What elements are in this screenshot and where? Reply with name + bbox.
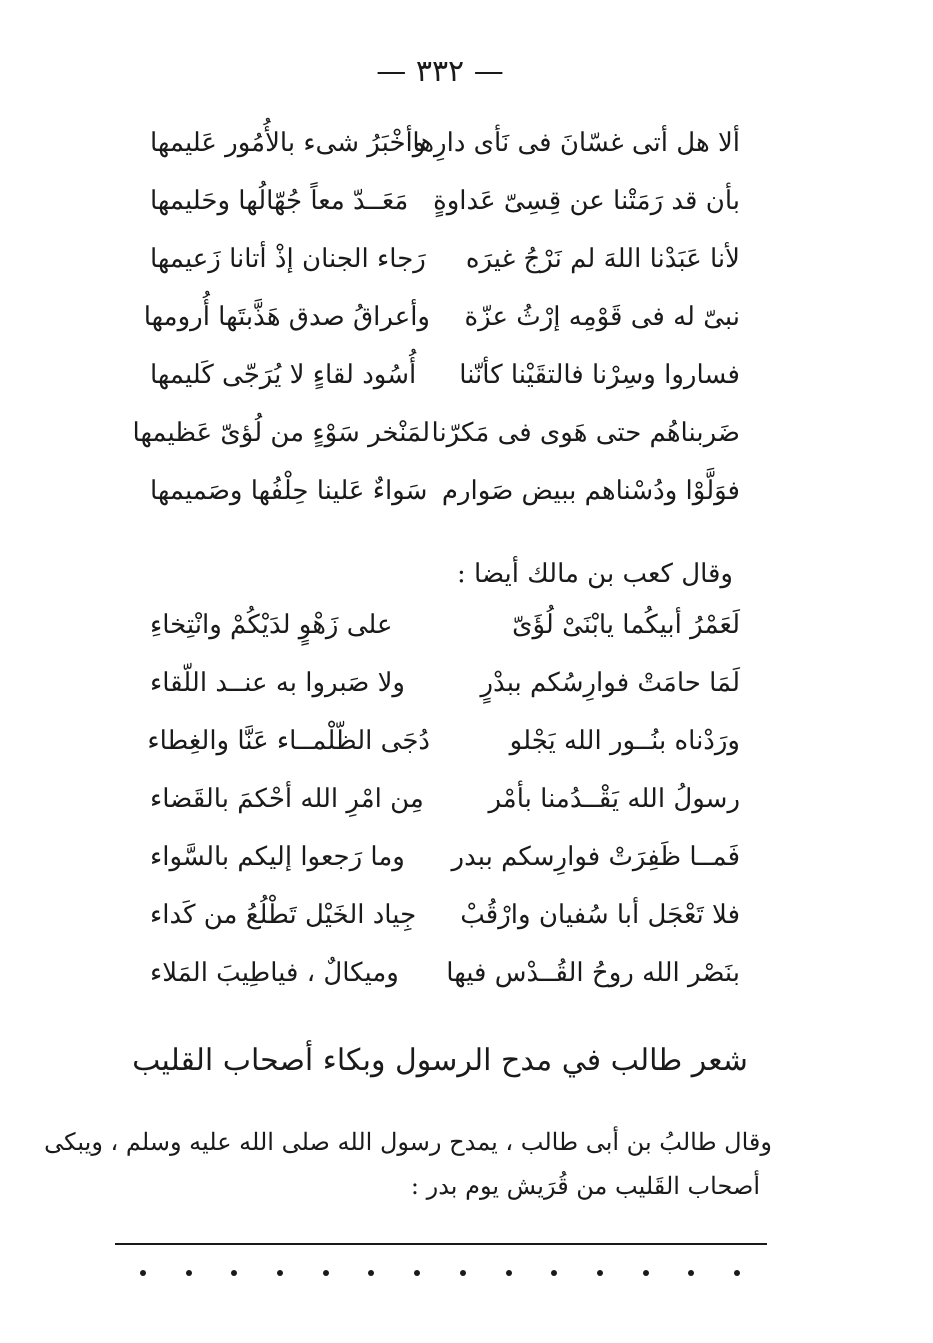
verse-first-hemistich: لَمَا حامَتْ فوارِسُكم ببدْرٍ	[480, 668, 740, 698]
poem-second	[147, 600, 740, 1006]
verse-first-hemistich: ألا هل أتى غسّانَ فى نَأى دارِها	[412, 128, 740, 158]
footer-dot	[460, 1270, 466, 1276]
footer-dot	[643, 1270, 649, 1276]
verse	[150, 350, 740, 408]
verse-second-hemistich: دُجَى الظّلْمــاء عَنَّا والغِطاء	[147, 726, 430, 756]
footer-dot	[186, 1270, 192, 1276]
footer-rule	[115, 1243, 767, 1245]
verse	[150, 118, 740, 176]
section-heading: شعر طالب في مدح الرسول وبكاء أصحاب القليب	[132, 1043, 748, 1078]
verse-second-hemistich: على زَهْوٍ لدَيْكُمْ وانْتِخاءِ	[150, 610, 393, 640]
page-number: — ٣٣٢ —	[376, 54, 504, 89]
verse-first-hemistich: بنَصْر الله روحُ القُــدْس فيها	[446, 958, 740, 988]
verse-second-hemistich: سَواءٌ عَلينا حِلْفُها وصَميمها	[150, 476, 428, 506]
verse	[147, 716, 740, 774]
verse-first-hemistich: فَمــا ظَفِرَتْ فوارِسكم ببدر	[451, 842, 740, 872]
verse-second-hemistich: لمَنْخر سَوْءٍ من لُؤىّ عَظيمها	[132, 418, 430, 448]
verse-first-hemistich: فلا تَعْجَل أبا سُفيان وارْقُبْ	[460, 900, 740, 930]
verse	[150, 600, 740, 658]
verse	[150, 658, 740, 716]
verse	[150, 176, 740, 234]
footer-dot	[688, 1270, 694, 1276]
footer-dot	[277, 1270, 283, 1276]
verse-second-hemistich: مَعَــدّ معاً جُهّالُها وحَليمها	[150, 186, 409, 216]
verse	[150, 948, 740, 1006]
verse	[150, 774, 740, 832]
footer-dots	[140, 1266, 740, 1280]
footer-dot	[506, 1270, 512, 1276]
verse-first-hemistich: ورَدْناه بنُــور الله يَجْلو	[509, 726, 740, 756]
prose-paragraph	[44, 1120, 772, 1208]
poem-first	[132, 118, 740, 524]
verse-first-hemistich: لأنا عَبَدْنا اللهَ لم نَرْجُ غيرَه	[465, 244, 740, 274]
verse-first-hemistich: رسولُ الله يَقْــدُمنا بأمْر	[488, 784, 740, 814]
verse	[143, 292, 740, 350]
verse-second-hemistich: وميكالٌ ، فياطِيبَ المَلاء	[150, 958, 399, 988]
poem-intro: وقال كعب بن مالك أيضا :	[457, 559, 733, 589]
verse	[150, 234, 740, 292]
verse-second-hemistich: رَجاء الجنان إذْ أتانا زَعيمها	[150, 244, 426, 274]
verse-second-hemistich: أُسُود لقاءٍ لا يُرَجّى كَليمها	[150, 360, 417, 390]
verse-second-hemistich: ولا صَبروا به عنــد اللّقاء	[150, 668, 405, 698]
verse-second-hemistich: مِن امْرِ الله أحْكمَ بالقَضاء	[150, 784, 424, 814]
footer-dot	[597, 1270, 603, 1276]
footer-dot	[414, 1270, 420, 1276]
verse-first-hemistich: فساروا وسِرْنا فالتقَيْنا كأنّنا	[459, 360, 740, 390]
verse-second-hemistich: وأخْبَرُ شىء بالأُمُور عَليمها	[150, 128, 426, 158]
footer-dot	[734, 1270, 740, 1276]
verse	[150, 890, 740, 948]
footer-dot	[231, 1270, 237, 1276]
footer-dot	[368, 1270, 374, 1276]
verse-first-hemistich: فوَلَّوْا ودُسْناهم ببيض صَوارم	[441, 476, 740, 506]
verse-first-hemistich: بأن قد رَمَتْنا عن قِسِىّ عَداوةٍ	[433, 186, 740, 216]
verse	[150, 466, 740, 524]
verse-second-hemistich: وما رَجعوا إليكم بالسَّواء	[150, 842, 405, 872]
verse	[132, 408, 740, 466]
verse-first-hemistich: نبىّ له فى قَوْمِه إرْثُ عزّة	[464, 302, 740, 332]
footer-dot	[323, 1270, 329, 1276]
verse	[150, 832, 740, 890]
footer-dot	[140, 1270, 146, 1276]
verse-second-hemistich: وأعراقُ صدق هَذَّبتَها أُرومها	[143, 302, 430, 332]
verse-first-hemistich: لَعَمْرُ أبيكُما يابْنَىْ لُؤَىّ	[512, 610, 740, 640]
prose-line: أصحاب القَليب من قُرَيش يوم بدر :	[410, 1172, 760, 1200]
footer-dot	[551, 1270, 557, 1276]
prose-line: وقال طالبُ بن أبى طالب ، يمدح رسول الله صلى الله عليه وسلم ، ويبكى	[44, 1128, 772, 1156]
verse-second-hemistich: جِياد الخَيْل تَطْلُعُ من كَداء	[150, 900, 417, 930]
verse-first-hemistich: ضَربناهُم حتى هَوى فى مَكرّنا	[431, 418, 740, 448]
